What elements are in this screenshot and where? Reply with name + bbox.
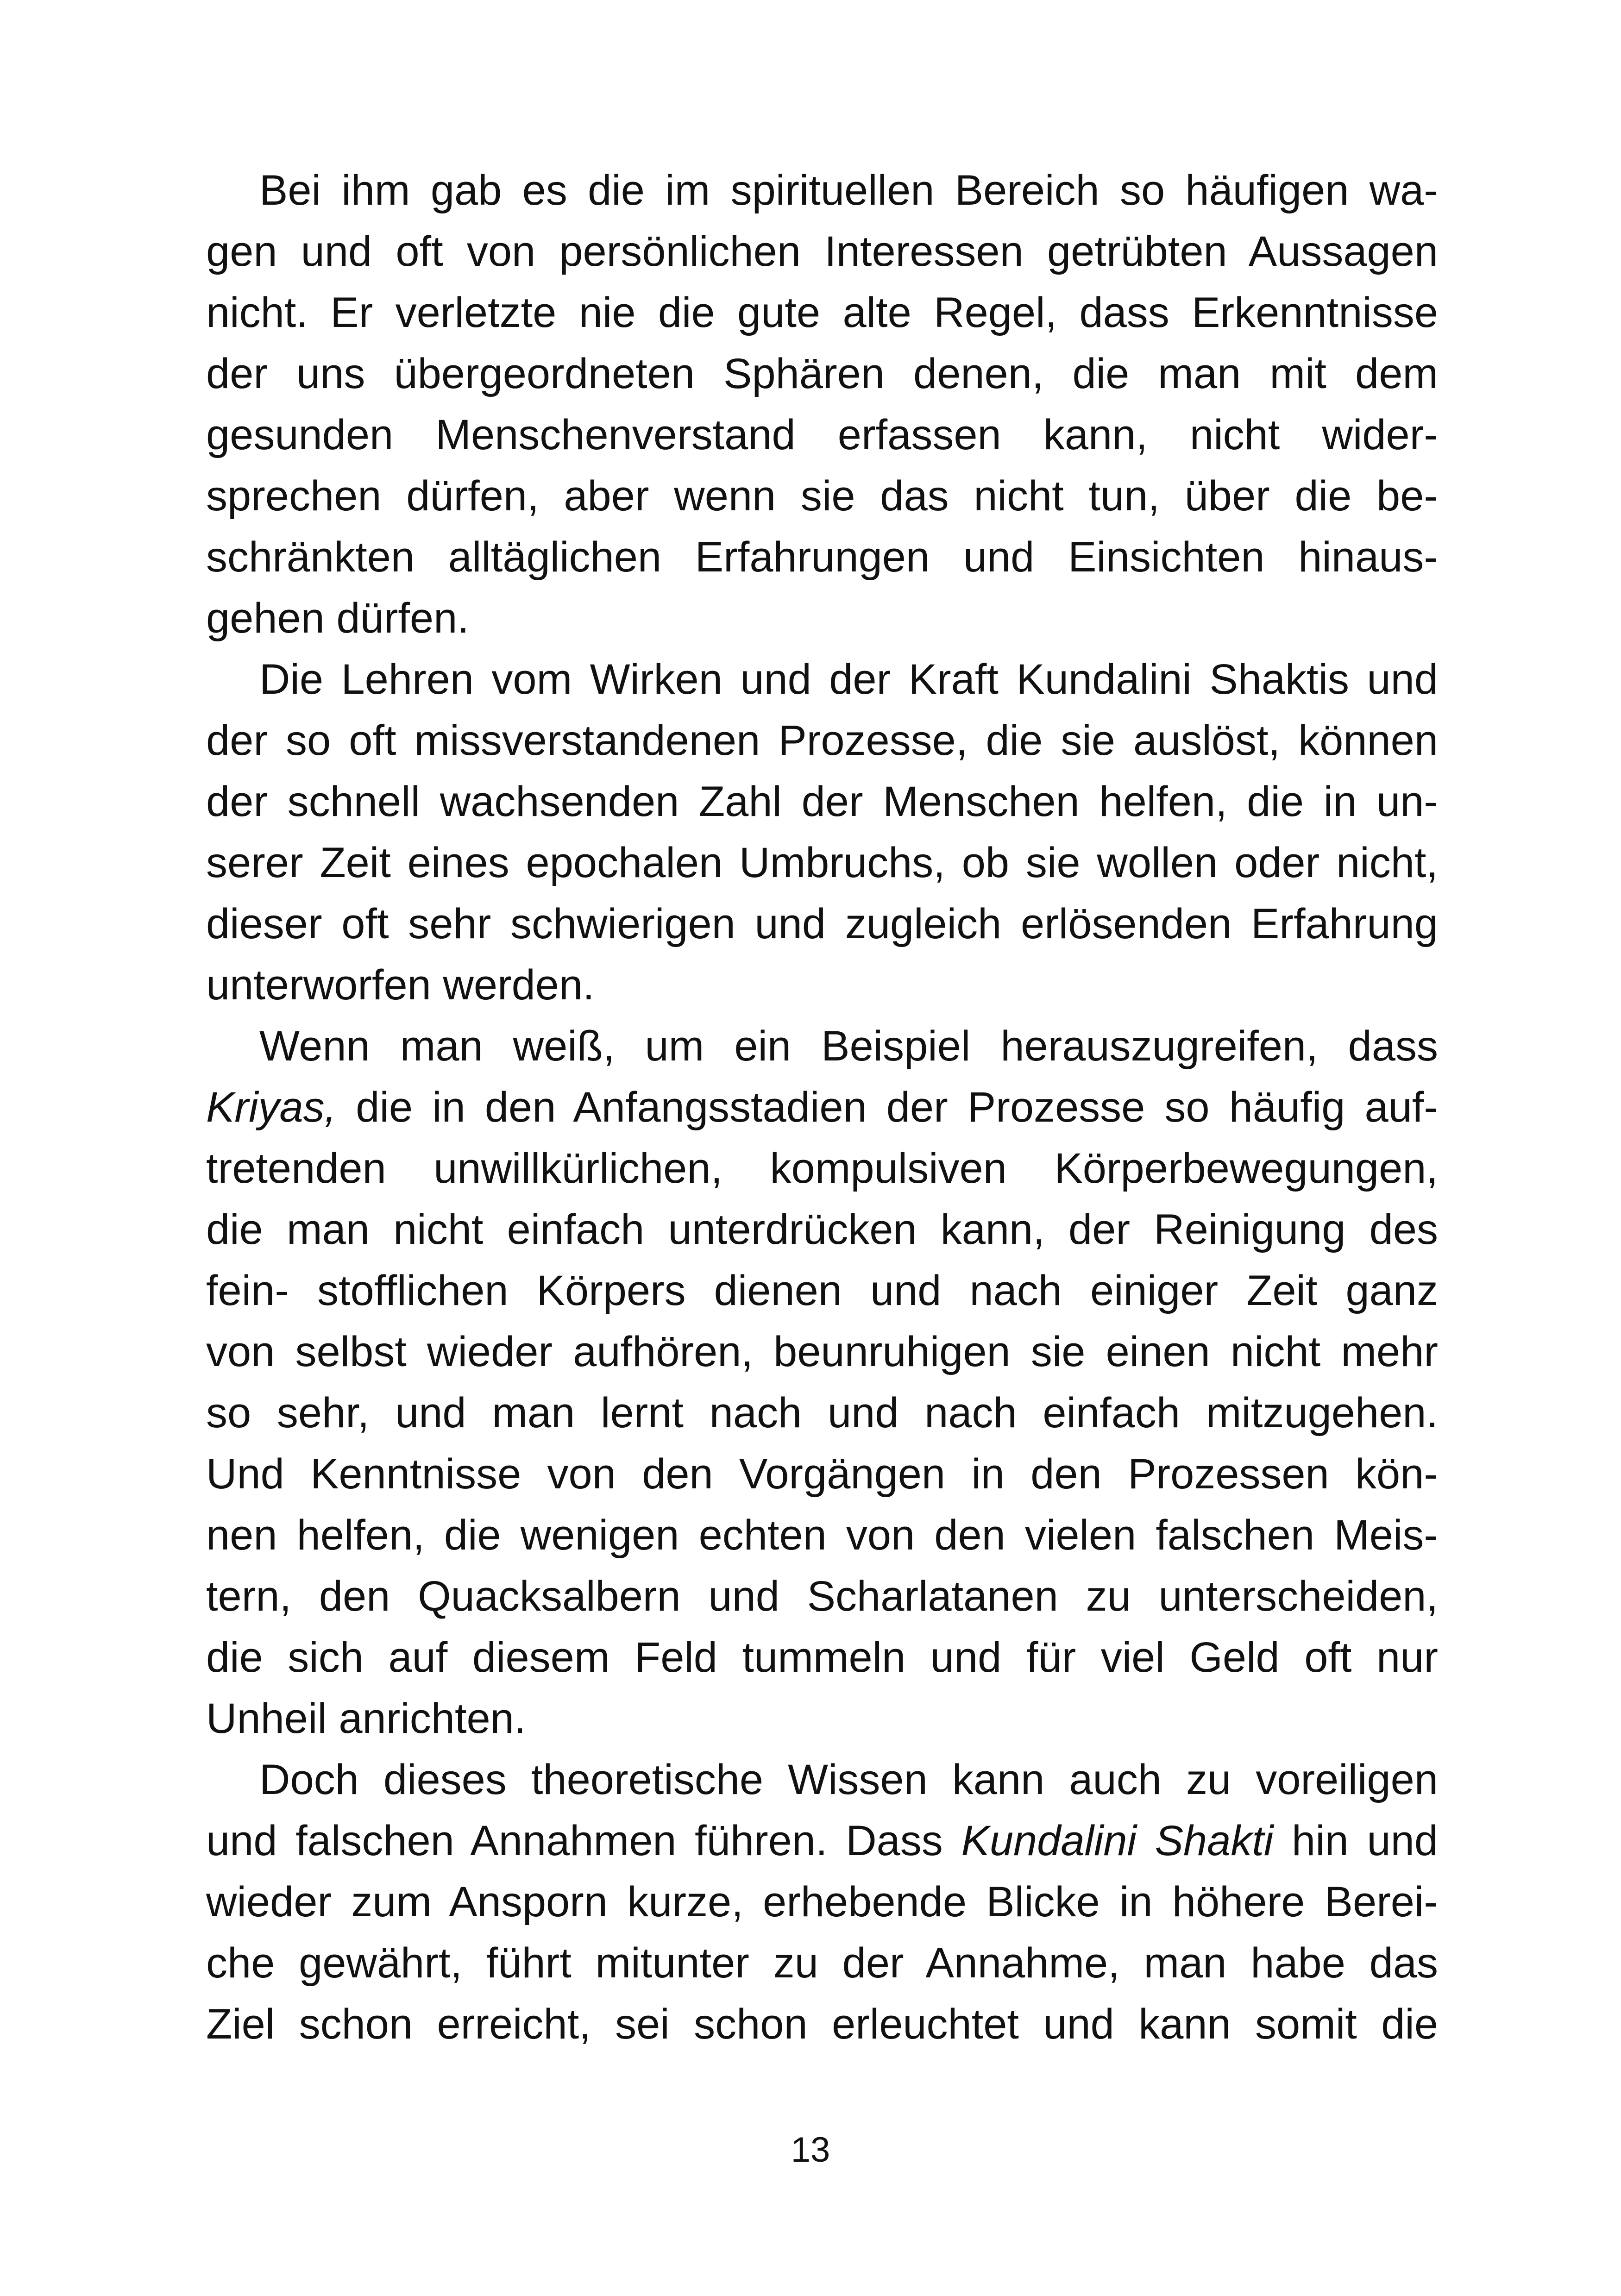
text-line: nicht. Er verletzte nie die gute alte Regel, dass Erkenntnisse (206, 289, 1438, 336)
paragraph-3 (206, 1016, 1438, 1749)
paragraph-1 (206, 160, 1438, 649)
text-line: sprechen dürfen, aber wenn sie das nicht tun, über die be- (206, 472, 1438, 520)
text-line: von selbst wieder aufhören, beunruhigen sie einen nicht mehr (206, 1328, 1438, 1375)
text-line: tern, den Quacksalbern und Scharlatanen zu unterscheiden, (206, 1573, 1438, 1620)
text-line: fein- stofflichen Körpers dienen und nach einiger Zeit ganz (206, 1267, 1438, 1314)
text-line: so sehr, und man lernt nach und nach einfach mitzugehen. (206, 1389, 1438, 1437)
text-line: serer Zeit eines epochalen Umbruchs, ob sie wollen oder nicht, (206, 839, 1438, 886)
page-number: 13 (791, 2130, 830, 2170)
text-line: der so oft missverstandenen Prozesse, die sie auslöst, können (206, 717, 1438, 764)
text-line: gen und oft von persönlichen Interessen getrübten Aussagen (206, 228, 1438, 275)
text-line: schränkten alltäglichen Erfahrungen und Einsichten hinaus- (206, 533, 1438, 581)
paragraph-4 (206, 1749, 1438, 2055)
text-line: Kriyas, die in den Anfangsstadien der Prozesse so häufig auf- (206, 1084, 1438, 1131)
text-line: und falschen Annahmen führen. Dass Kundalini Shakti hin und (206, 1817, 1438, 1864)
text-line: unterworfen werden. (206, 961, 595, 1009)
text-line: wieder zum Ansporn kurze, erhebende Blicke in höhere Berei- (206, 1878, 1438, 1926)
text-line: der uns übergeordneten Sphären denen, die man mit dem (206, 350, 1438, 397)
text-line: Und Kenntnisse von den Vorgängen in den Prozessen kön- (206, 1450, 1438, 1498)
text-line: Die Lehren vom Wirken und der Kraft Kundalini Shaktis und (259, 656, 1438, 703)
text-line: tretenden unwillkürlichen, kompulsiven Körperbewegungen, (206, 1145, 1438, 1192)
text-line: dieser oft sehr schwierigen und zugleich erlösenden Erfahrung (206, 900, 1438, 947)
text-line: che gewährt, führt mitunter zu der Annahme, man habe das (206, 1939, 1438, 1987)
italic-term-kriyas: Kriyas, (206, 1084, 337, 1131)
text-line: Bei ihm gab es die im spirituellen Bereich so häufigen wa- (259, 167, 1438, 214)
text-line: gesunden Menschenverstand erfassen kann, nicht wider- (206, 411, 1438, 458)
text-line: Ziel schon erreicht, sei schon erleuchtet und kann somit die (206, 2001, 1438, 2048)
text-line: die man nicht einfach unterdrücken kann, der Reinigung des (206, 1206, 1438, 1253)
text-line: Doch dieses theoretische Wissen kann auch zu voreiligen (259, 1756, 1438, 1803)
text-line: der schnell wachsenden Zahl der Menschen helfen, die in un- (206, 778, 1438, 825)
text-line: nen helfen, die wenigen echten von den vielen falschen Meis- (206, 1512, 1438, 1559)
body-text (206, 160, 1438, 2055)
text-line: Unheil anrichten. (206, 1695, 526, 1742)
paragraph-2 (206, 649, 1438, 1016)
italic-term-kundalini-shakti: Kundalini Shakti (961, 1817, 1274, 1864)
text-line: Wenn man weiß, um ein Beispiel herauszugreifen, dass (259, 1023, 1438, 1070)
text-line: die sich auf diesem Feld tummeln und für viel Geld oft nur (206, 1634, 1438, 1681)
text-line: gehen dürfen. (206, 595, 469, 642)
